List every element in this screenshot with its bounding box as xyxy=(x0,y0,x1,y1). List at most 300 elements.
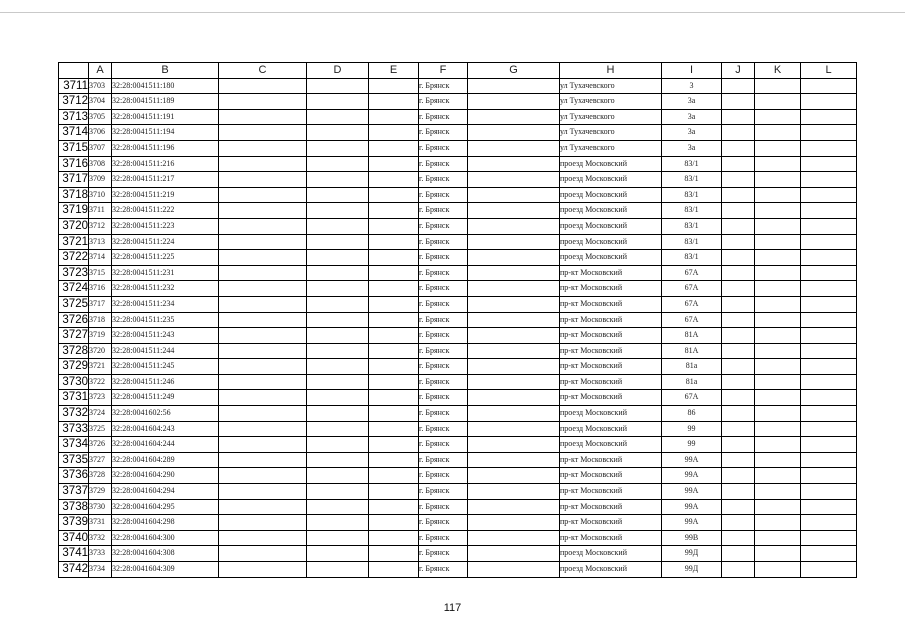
cell-k xyxy=(755,125,801,141)
cell-cadastral-number: 32:28:0041604:295 xyxy=(112,499,219,515)
cell-house-number: 81А xyxy=(662,343,722,359)
cell-e xyxy=(369,250,419,266)
table-row xyxy=(59,546,857,562)
cell-k xyxy=(755,359,801,375)
cell-cadastral-number: 32:28:0041511:243 xyxy=(112,328,219,344)
cell-d xyxy=(307,125,369,141)
cell-g xyxy=(468,250,560,266)
cell-k xyxy=(755,374,801,390)
cell-l xyxy=(801,94,857,110)
cell-j xyxy=(722,452,755,468)
cell-e xyxy=(369,468,419,484)
row-number: 3732 xyxy=(59,406,89,422)
cell-cadastral-number: 32:28:0041511:196 xyxy=(112,140,219,156)
cell-a-number: 3730 xyxy=(89,499,112,515)
cell-d xyxy=(307,296,369,312)
cell-d xyxy=(307,312,369,328)
cell-street: пр-кт Московский xyxy=(560,499,662,515)
table-row xyxy=(59,234,857,250)
table-row xyxy=(59,406,857,422)
cell-j xyxy=(722,359,755,375)
cell-j xyxy=(722,390,755,406)
cell-a-number: 3720 xyxy=(89,343,112,359)
cell-a-number: 3726 xyxy=(89,437,112,453)
cell-cadastral-number: 32:28:0041511:235 xyxy=(112,312,219,328)
cell-j xyxy=(722,312,755,328)
cell-cadastral-number: 32:28:0041511:224 xyxy=(112,234,219,250)
cell-house-number: 81а xyxy=(662,359,722,375)
cell-j xyxy=(722,421,755,437)
cell-c xyxy=(219,281,307,297)
table-row xyxy=(59,437,857,453)
cell-k xyxy=(755,94,801,110)
cell-j xyxy=(722,437,755,453)
cell-a-number: 3723 xyxy=(89,390,112,406)
cell-e xyxy=(369,421,419,437)
cell-a-number: 3721 xyxy=(89,359,112,375)
row-number: 3715 xyxy=(59,140,89,156)
row-number: 3722 xyxy=(59,250,89,266)
cell-city: г. Брянск xyxy=(419,125,468,141)
cell-k xyxy=(755,452,801,468)
cell-c xyxy=(219,390,307,406)
cell-street: проезд Московский xyxy=(560,562,662,578)
cell-city: г. Брянск xyxy=(419,406,468,422)
cell-k xyxy=(755,484,801,500)
cell-c xyxy=(219,109,307,125)
cell-cadastral-number: 32:28:0041511:217 xyxy=(112,172,219,188)
table-row xyxy=(59,296,857,312)
cell-c xyxy=(219,437,307,453)
cell-c xyxy=(219,78,307,94)
cell-street: пр-кт Московский xyxy=(560,468,662,484)
cell-j xyxy=(722,78,755,94)
cell-k xyxy=(755,515,801,531)
cell-d xyxy=(307,140,369,156)
cell-street: ул Тухачевского xyxy=(560,78,662,94)
cell-l xyxy=(801,421,857,437)
cell-l xyxy=(801,437,857,453)
cell-e xyxy=(369,234,419,250)
cell-l xyxy=(801,312,857,328)
cell-c xyxy=(219,203,307,219)
cell-g xyxy=(468,452,560,468)
cell-cadastral-number: 32:28:0041511:244 xyxy=(112,343,219,359)
cell-e xyxy=(369,281,419,297)
cell-c xyxy=(219,421,307,437)
cell-e xyxy=(369,437,419,453)
cell-a-number: 3715 xyxy=(89,265,112,281)
cell-l xyxy=(801,125,857,141)
cell-k xyxy=(755,187,801,203)
cell-city: г. Брянск xyxy=(419,187,468,203)
cell-cadastral-number: 32:28:0041511:231 xyxy=(112,265,219,281)
cell-j xyxy=(722,562,755,578)
column-header-row xyxy=(59,63,857,79)
cell-cadastral-number: 32:28:0041604:298 xyxy=(112,515,219,531)
table-row xyxy=(59,109,857,125)
cell-cadastral-number: 32:28:0041511:245 xyxy=(112,359,219,375)
cell-j xyxy=(722,234,755,250)
cell-l xyxy=(801,187,857,203)
cell-cadastral-number: 32:28:0041604:289 xyxy=(112,452,219,468)
cell-j xyxy=(722,328,755,344)
cell-house-number: 99В xyxy=(662,530,722,546)
table-row xyxy=(59,125,857,141)
cell-cadastral-number: 32:28:0041602:56 xyxy=(112,406,219,422)
cell-j xyxy=(722,172,755,188)
cell-l xyxy=(801,499,857,515)
cell-j xyxy=(722,109,755,125)
cell-street: проезд Московский xyxy=(560,187,662,203)
table-row xyxy=(59,218,857,234)
cell-house-number: 83/1 xyxy=(662,187,722,203)
cell-c xyxy=(219,125,307,141)
table-row xyxy=(59,359,857,375)
cell-c xyxy=(219,156,307,172)
cell-d xyxy=(307,343,369,359)
cell-street: пр-кт Московский xyxy=(560,265,662,281)
row-number: 3731 xyxy=(59,390,89,406)
cell-c xyxy=(219,484,307,500)
column-header: D xyxy=(307,63,369,79)
row-number: 3734 xyxy=(59,437,89,453)
row-number: 3726 xyxy=(59,312,89,328)
table-row xyxy=(59,94,857,110)
table-row xyxy=(59,374,857,390)
cell-e xyxy=(369,218,419,234)
table-row xyxy=(59,515,857,531)
cell-cadastral-number: 32:28:0041511:194 xyxy=(112,125,219,141)
cell-house-number: 83/1 xyxy=(662,250,722,266)
cell-d xyxy=(307,452,369,468)
row-number: 3729 xyxy=(59,359,89,375)
cell-city: г. Брянск xyxy=(419,172,468,188)
cell-c xyxy=(219,359,307,375)
cell-city: г. Брянск xyxy=(419,281,468,297)
cell-k xyxy=(755,172,801,188)
cell-c xyxy=(219,562,307,578)
cell-street: ул Тухачевского xyxy=(560,109,662,125)
cell-c xyxy=(219,328,307,344)
cell-j xyxy=(722,156,755,172)
cell-city: г. Брянск xyxy=(419,530,468,546)
column-header: J xyxy=(722,63,755,79)
row-number: 3717 xyxy=(59,172,89,188)
cell-k xyxy=(755,109,801,125)
column-header: E xyxy=(369,63,419,79)
cell-c xyxy=(219,265,307,281)
cell-g xyxy=(468,109,560,125)
cell-street: проезд Московский xyxy=(560,203,662,219)
cell-city: г. Брянск xyxy=(419,203,468,219)
cell-e xyxy=(369,390,419,406)
column-header: I xyxy=(662,63,722,79)
cell-k xyxy=(755,562,801,578)
cell-e xyxy=(369,296,419,312)
cell-d xyxy=(307,250,369,266)
cell-cadastral-number: 32:28:0041511:223 xyxy=(112,218,219,234)
cell-k xyxy=(755,421,801,437)
cell-e xyxy=(369,546,419,562)
cell-cadastral-number: 32:28:0041511:225 xyxy=(112,250,219,266)
cell-l xyxy=(801,406,857,422)
cell-city: г. Брянск xyxy=(419,234,468,250)
cell-k xyxy=(755,406,801,422)
cell-d xyxy=(307,172,369,188)
cell-j xyxy=(722,250,755,266)
cell-house-number: 83/1 xyxy=(662,234,722,250)
cell-g xyxy=(468,406,560,422)
cell-g xyxy=(468,172,560,188)
row-number: 3712 xyxy=(59,94,89,110)
table-row xyxy=(59,328,857,344)
cell-a-number: 3711 xyxy=(89,203,112,219)
cell-street: ул Тухачевского xyxy=(560,125,662,141)
cell-j xyxy=(722,499,755,515)
table-row xyxy=(59,187,857,203)
cell-l xyxy=(801,296,857,312)
cell-house-number: 67А xyxy=(662,390,722,406)
cell-street: пр-кт Московский xyxy=(560,312,662,328)
cell-d xyxy=(307,234,369,250)
cell-j xyxy=(722,468,755,484)
row-number: 3716 xyxy=(59,156,89,172)
cell-street: проезд Московский xyxy=(560,421,662,437)
cell-street: пр-кт Московский xyxy=(560,515,662,531)
cell-g xyxy=(468,530,560,546)
row-number: 3741 xyxy=(59,546,89,562)
cell-l xyxy=(801,515,857,531)
cell-g xyxy=(468,421,560,437)
cell-a-number: 3725 xyxy=(89,421,112,437)
row-number: 3714 xyxy=(59,125,89,141)
cell-e xyxy=(369,172,419,188)
cell-l xyxy=(801,343,857,359)
table-row xyxy=(59,265,857,281)
cell-city: г. Брянск xyxy=(419,546,468,562)
cell-a-number: 3732 xyxy=(89,530,112,546)
cell-city: г. Брянск xyxy=(419,296,468,312)
cell-k xyxy=(755,437,801,453)
cell-a-number: 3703 xyxy=(89,78,112,94)
cell-a-number: 3712 xyxy=(89,218,112,234)
cell-e xyxy=(369,484,419,500)
cell-g xyxy=(468,515,560,531)
cell-e xyxy=(369,530,419,546)
cell-e xyxy=(369,109,419,125)
table-row xyxy=(59,281,857,297)
cell-a-number: 3734 xyxy=(89,562,112,578)
cell-d xyxy=(307,530,369,546)
cell-a-number: 3718 xyxy=(89,312,112,328)
cell-city: г. Брянск xyxy=(419,312,468,328)
cell-k xyxy=(755,468,801,484)
cell-a-number: 3708 xyxy=(89,156,112,172)
cell-j xyxy=(722,546,755,562)
cell-g xyxy=(468,390,560,406)
cell-d xyxy=(307,390,369,406)
cell-l xyxy=(801,468,857,484)
cell-city: г. Брянск xyxy=(419,78,468,94)
cell-city: г. Брянск xyxy=(419,484,468,500)
cell-l xyxy=(801,452,857,468)
cell-cadastral-number: 32:28:0041604:309 xyxy=(112,562,219,578)
cell-street: пр-кт Московский xyxy=(560,296,662,312)
row-number: 3728 xyxy=(59,343,89,359)
table-row xyxy=(59,250,857,266)
cell-street: проезд Московский xyxy=(560,546,662,562)
cell-l xyxy=(801,78,857,94)
cell-e xyxy=(369,406,419,422)
table-row xyxy=(59,343,857,359)
cell-house-number: 86 xyxy=(662,406,722,422)
cell-house-number: 99 xyxy=(662,437,722,453)
cell-d xyxy=(307,94,369,110)
cell-g xyxy=(468,546,560,562)
cell-city: г. Брянск xyxy=(419,437,468,453)
cell-c xyxy=(219,343,307,359)
column-header: C xyxy=(219,63,307,79)
cell-street: пр-кт Московский xyxy=(560,281,662,297)
cell-house-number: 67А xyxy=(662,281,722,297)
cell-k xyxy=(755,343,801,359)
row-number: 3727 xyxy=(59,328,89,344)
cell-c xyxy=(219,140,307,156)
cell-street: проезд Московский xyxy=(560,156,662,172)
cell-g xyxy=(468,312,560,328)
cell-city: г. Брянск xyxy=(419,359,468,375)
cell-j xyxy=(722,374,755,390)
cell-house-number: 99А xyxy=(662,499,722,515)
cell-d xyxy=(307,562,369,578)
cell-city: г. Брянск xyxy=(419,499,468,515)
cell-k xyxy=(755,499,801,515)
cell-e xyxy=(369,343,419,359)
cell-j xyxy=(722,296,755,312)
cell-street: пр-кт Московский xyxy=(560,452,662,468)
cell-e xyxy=(369,187,419,203)
cell-a-number: 3709 xyxy=(89,172,112,188)
cell-street: пр-кт Московский xyxy=(560,484,662,500)
cell-k xyxy=(755,296,801,312)
cell-e xyxy=(369,374,419,390)
cell-a-number: 3706 xyxy=(89,125,112,141)
cell-k xyxy=(755,328,801,344)
cell-e xyxy=(369,156,419,172)
cell-street: проезд Московский xyxy=(560,234,662,250)
cell-g xyxy=(468,468,560,484)
cell-cadastral-number: 32:28:0041511:219 xyxy=(112,187,219,203)
cell-k xyxy=(755,265,801,281)
cell-g xyxy=(468,234,560,250)
cell-e xyxy=(369,562,419,578)
table-row xyxy=(59,468,857,484)
cell-l xyxy=(801,265,857,281)
cell-c xyxy=(219,172,307,188)
cell-city: г. Брянск xyxy=(419,562,468,578)
cell-g xyxy=(468,437,560,453)
cell-city: г. Брянск xyxy=(419,328,468,344)
cell-l xyxy=(801,328,857,344)
cell-g xyxy=(468,281,560,297)
cell-house-number: 99А xyxy=(662,452,722,468)
cell-c xyxy=(219,218,307,234)
cell-cadastral-number: 32:28:0041511:234 xyxy=(112,296,219,312)
cell-cadastral-number: 32:28:0041511:216 xyxy=(112,156,219,172)
cell-cadastral-number: 32:28:0041511:232 xyxy=(112,281,219,297)
cell-house-number: 83/1 xyxy=(662,156,722,172)
cell-cadastral-number: 32:28:0041511:191 xyxy=(112,109,219,125)
cell-l xyxy=(801,562,857,578)
cell-house-number: 99А xyxy=(662,468,722,484)
cell-g xyxy=(468,374,560,390)
cell-street: пр-кт Московский xyxy=(560,343,662,359)
row-number: 3725 xyxy=(59,296,89,312)
cell-a-number: 3724 xyxy=(89,406,112,422)
cell-g xyxy=(468,328,560,344)
cell-city: г. Брянск xyxy=(419,515,468,531)
cell-d xyxy=(307,437,369,453)
cell-l xyxy=(801,281,857,297)
table-row xyxy=(59,390,857,406)
cell-g xyxy=(468,94,560,110)
cell-j xyxy=(722,515,755,531)
cell-city: г. Брянск xyxy=(419,218,468,234)
cell-k xyxy=(755,546,801,562)
cell-street: пр-кт Московский xyxy=(560,390,662,406)
cell-d xyxy=(307,156,369,172)
cell-c xyxy=(219,234,307,250)
cell-cadastral-number: 32:28:0041511:222 xyxy=(112,203,219,219)
cell-street: проезд Московский xyxy=(560,437,662,453)
cell-d xyxy=(307,203,369,219)
cell-cadastral-number: 32:28:0041511:189 xyxy=(112,94,219,110)
column-header: K xyxy=(755,63,801,79)
row-number: 3742 xyxy=(59,562,89,578)
cell-j xyxy=(722,203,755,219)
table-row xyxy=(59,421,857,437)
table-row xyxy=(59,499,857,515)
cell-g xyxy=(468,484,560,500)
cell-d xyxy=(307,499,369,515)
cell-street: пр-кт Московский xyxy=(560,328,662,344)
cell-j xyxy=(722,484,755,500)
cell-c xyxy=(219,515,307,531)
cell-street: пр-кт Московский xyxy=(560,530,662,546)
column-header: H xyxy=(560,63,662,79)
cell-a-number: 3722 xyxy=(89,374,112,390)
cell-c xyxy=(219,546,307,562)
row-number: 3711 xyxy=(59,78,89,94)
cell-house-number: 99А xyxy=(662,484,722,500)
cell-d xyxy=(307,421,369,437)
cell-k xyxy=(755,250,801,266)
cell-k xyxy=(755,530,801,546)
cell-c xyxy=(219,312,307,328)
cell-city: г. Брянск xyxy=(419,250,468,266)
cell-c xyxy=(219,94,307,110)
row-number: 3730 xyxy=(59,374,89,390)
cell-g xyxy=(468,78,560,94)
cell-city: г. Брянск xyxy=(419,468,468,484)
cell-a-number: 3727 xyxy=(89,452,112,468)
cell-street: пр-кт Московский xyxy=(560,374,662,390)
cell-c xyxy=(219,187,307,203)
cell-house-number: 83/1 xyxy=(662,172,722,188)
top-rule xyxy=(0,12,905,13)
cell-g xyxy=(468,499,560,515)
